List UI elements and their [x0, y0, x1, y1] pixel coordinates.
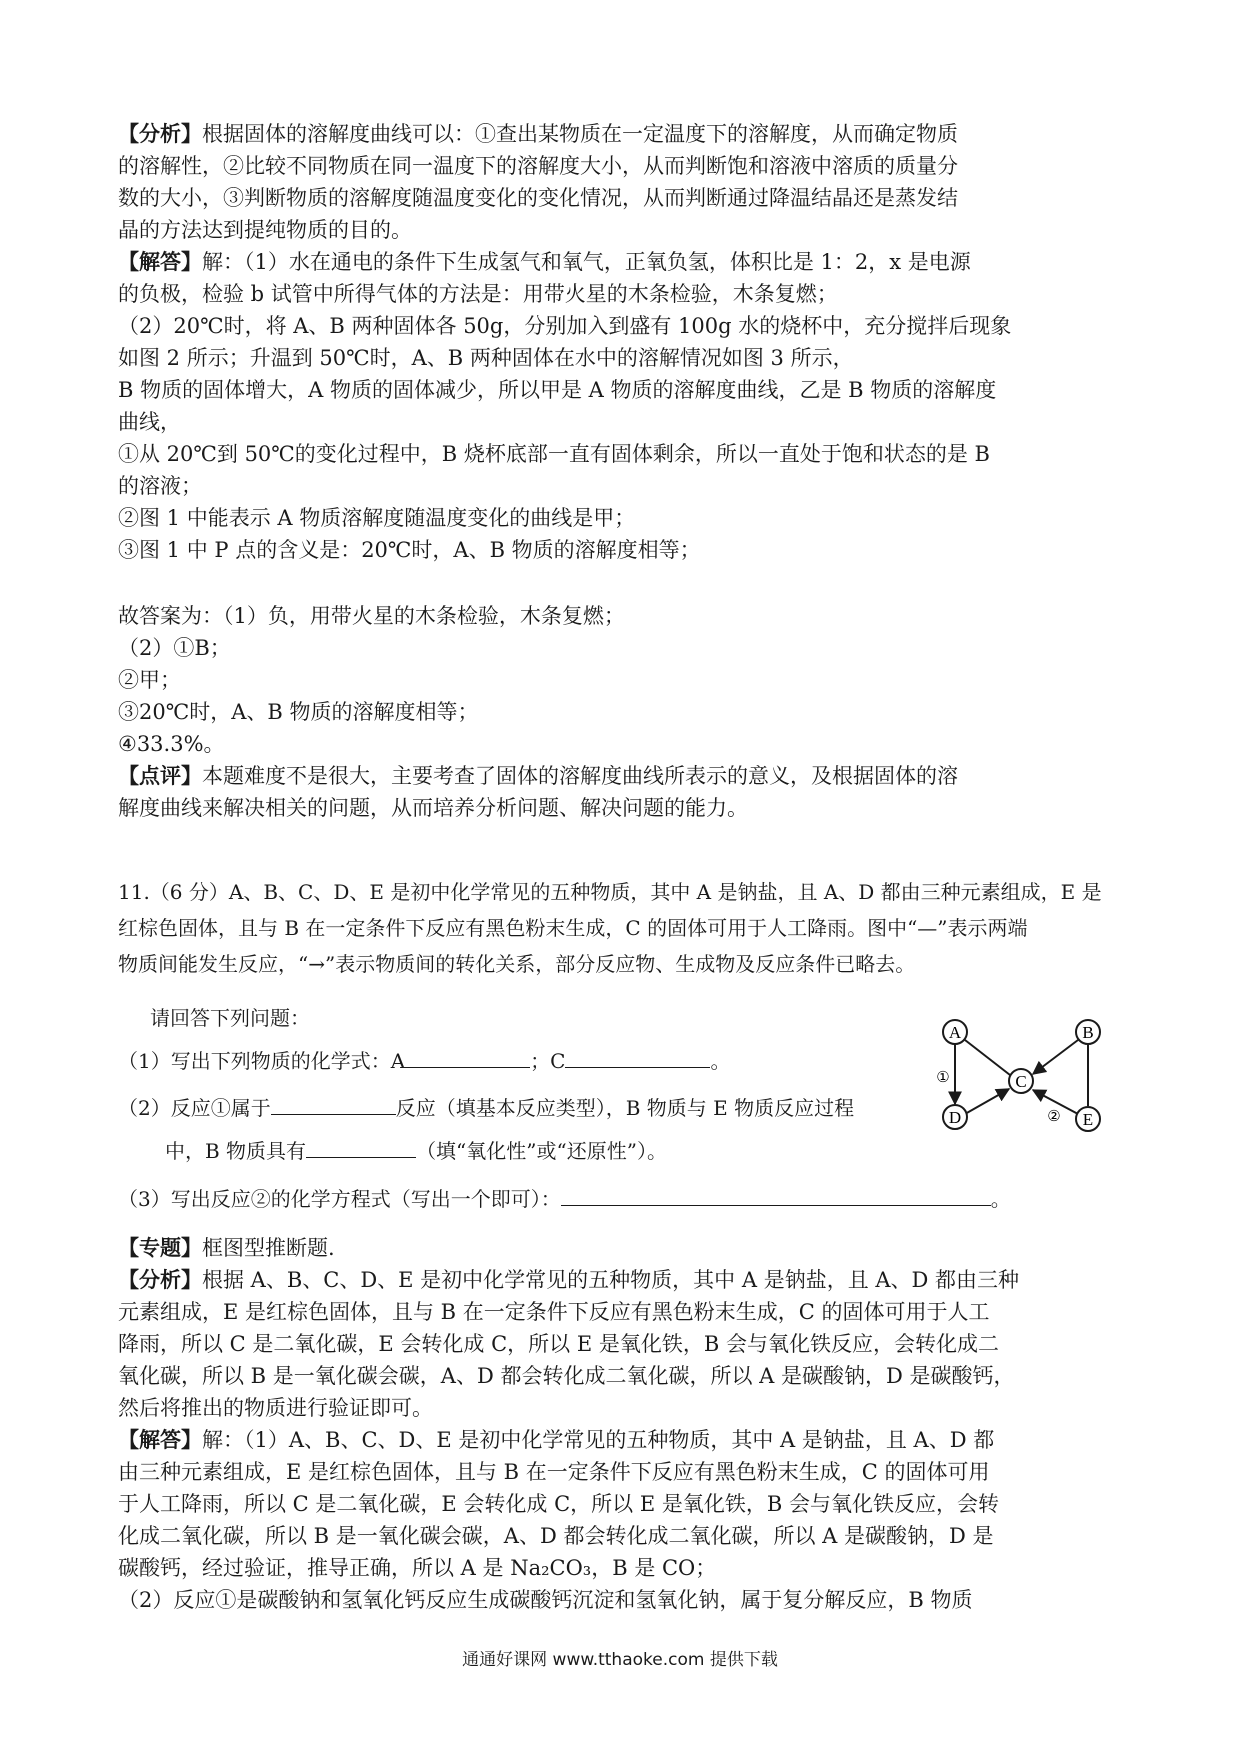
answer-line: 化成二氧化碳，所以 B 是一氧化碳会碳，A、D 都会转化成二氧化碳，所以 A 是碳酸钠，D 是 — [118, 1524, 994, 1548]
sub-question-1: （1）写出下列物质的化学式：A ；C 。 — [118, 1045, 1128, 1077]
answer-line: 的溶液； — [118, 474, 202, 498]
answer-blank-c[interactable] — [565, 1045, 710, 1068]
answer-line: B 物质的固体增大，A 物质的固体减少，所以甲是 A 物质的溶解度曲线，乙是 B 物质的溶解度 — [118, 378, 997, 402]
analysis-line: 【分析】根据固体的溶解度曲线可以：①查出某物质在一定温度下的溶解度，从而确定物质 — [118, 121, 958, 146]
question-stem-line: 红棕色固体，且与 B 在一定条件下反应有黑色粉末生成，C 的固体可用于人工降雨。图中“—”表示两端 — [118, 916, 1028, 940]
answer-line: 由三种元素组成，E 是红棕色固体，且与 B 在一定条件下反应有黑色粉末生成，C 的固体可用 — [118, 1460, 990, 1484]
analysis-line: 【分析】根据 A、B、C、D、E 是初中化学常见的五种物质，其中 A 是钠盐，且 A、D 都由三种 — [118, 1267, 1020, 1292]
sub-question-2: （2）反应①属于 反应（填基本反应类型），B 物质与 E 物质反应过程 — [118, 1092, 1128, 1124]
question-stem-line: 物质间能发生反应，“→”表示物质间的转化关系，部分反应物、生成物及反应条件已略去。 — [118, 952, 916, 976]
answer-blank-equation[interactable] — [561, 1183, 991, 1206]
analysis-line: 晶的方法达到提纯物质的目的。 — [118, 218, 412, 242]
final-answer-line: ③20℃时，A、B 物质的溶解度相等； — [118, 700, 479, 724]
node-a-label: A — [948, 1023, 962, 1042]
analysis-line: 数的大小，③判断物质的溶解度随温度变化的变化情况，从而判断通过降温结晶还是蒸发结 — [118, 186, 958, 210]
comment-line: 【点评】本题难度不是很大，主要考查了固体的溶解度曲线所表示的意义，及根据固体的溶 — [118, 763, 958, 788]
answer-line: （2）反应①是碳酸钠和氢氧化钙反应生成碳酸钙沉淀和氢氧化钠，属于复分解反应，B 物质 — [118, 1588, 973, 1612]
node-c-label: C — [1015, 1072, 1027, 1091]
answer-line: 碳酸钙，经过验证，推导正确，所以 A 是 Na₂CO₃，B 是 CO； — [118, 1556, 717, 1580]
node-b-label: B — [1082, 1023, 1094, 1042]
analysis-line: 然后将推出的物质进行验证即可。 — [118, 1396, 433, 1420]
arrow-b-c — [1033, 1040, 1078, 1074]
section-tag: 【解答】 — [118, 1427, 202, 1452]
page-footer: 通通好课网 www.tthaoke.com 提供下载 — [462, 1650, 778, 1670]
final-answer-line: 故答案为：（1）负，用带火星的木条检验，木条复燃； — [118, 604, 625, 628]
answer-line: 曲线， — [118, 410, 181, 434]
answer-line: ③图 1 中 P 点的含义是：20℃时，A、B 物质的溶解度相等； — [118, 538, 701, 562]
sub-question-3: （3）写出反应②的化学方程式（写出一个即可）： 。 — [118, 1183, 1128, 1215]
section-tag: 【分析】 — [118, 121, 202, 146]
question-prompt: 请回答下列问题： — [150, 1006, 310, 1030]
analysis-line: 氧化碳，所以 B 是一氧化碳会碳，A、D 都会转化成二氧化碳，所以 A 是碳酸钠，D 是碳酸钙， — [118, 1364, 1015, 1388]
reaction-diagram — [935, 1015, 1105, 1140]
comment-line: 解度曲线来解决相关的问题，从而培养分析问题、解决问题的能力。 — [118, 796, 748, 820]
answer-line: 于人工降雨，所以 C 是二氧化碳，E 会转化成 C，所以 E 是氧化铁，B 会与氧化铁反应，会转 — [118, 1492, 999, 1516]
analysis-line: 降雨，所以 C 是二氧化碳，E 会转化成 C，所以 E 是氧化铁，B 会与氧化铁反应，会转化成二 — [118, 1332, 999, 1356]
section-tag: 【点评】 — [118, 763, 202, 788]
topic-line: 【专题】框图型推断题. — [118, 1235, 335, 1260]
section-tag: 【专题】 — [118, 1235, 202, 1260]
answer-line: 【解答】解：（1）水在通电的条件下生成氢气和氧气，正氧负氢，体积比是 1：2，x 是电源 — [118, 249, 971, 274]
answer-line: （2）20℃时，将 A、B 两种固体各 50g，分别加入到盛有 100g 水的烧杯中，充分搅拌后现象 — [118, 314, 1012, 338]
sub-question-2-cont: 中，B 物质具有 （填“氧化性”或“还原性”）。 — [165, 1135, 1175, 1167]
final-answer-line: ②甲； — [118, 668, 181, 692]
reaction-2-label: ② — [1047, 1109, 1061, 1125]
section-tag: 【解答】 — [118, 249, 202, 274]
final-answer-line: （2）①B； — [118, 636, 231, 660]
answer-line: ①从 20℃到 50℃的变化过程中，B 烧杯底部一直有固体剩余，所以一直处于饱和状态的是 B — [118, 442, 990, 466]
analysis-line: 的溶解性，②比较不同物质在同一温度下的溶解度大小，从而判断饱和溶液中溶质的质量分 — [118, 154, 958, 178]
node-e-label: E — [1082, 1110, 1094, 1129]
answer-blank-property[interactable] — [306, 1135, 416, 1158]
answer-line: ②图 1 中能表示 A 物质溶解度随温度变化的曲线是甲； — [118, 506, 636, 530]
answer-line: 【解答】解：（1）A、B、C、D、E 是初中化学常见的五种物质，其中 A 是钠盐，且 A、D 都 — [118, 1427, 995, 1452]
section-tag: 【分析】 — [118, 1267, 202, 1292]
question-stem-line: 11.（6 分）A、B、C、D、E 是初中化学常见的五种物质，其中 A 是钠盐，且 A、D 都由三种元素组成，E 是 — [118, 880, 1102, 904]
node-d-label: D — [948, 1108, 962, 1127]
answer-line: 如图 2 所示；升温到 50℃时，A、B 两种固体在水中的溶解情况如图 3 所示， — [118, 346, 854, 370]
answer-line: 的负极，检验 b 试管中所得气体的方法是：用带火星的木条检验，木条复燃； — [118, 282, 838, 306]
analysis-line: 元素组成，E 是红棕色固体，且与 B 在一定条件下反应有黑色粉末生成，C 的固体可用于人工 — [118, 1300, 990, 1324]
answer-blank-a[interactable] — [405, 1045, 530, 1068]
answer-blank-reaction-type[interactable] — [271, 1092, 396, 1115]
final-answer-line: ④33.3%。 — [118, 732, 225, 756]
reaction-1-label: ① — [936, 1070, 950, 1086]
link-a-c — [965, 1040, 1010, 1075]
arrow-d-c — [965, 1089, 1009, 1114]
